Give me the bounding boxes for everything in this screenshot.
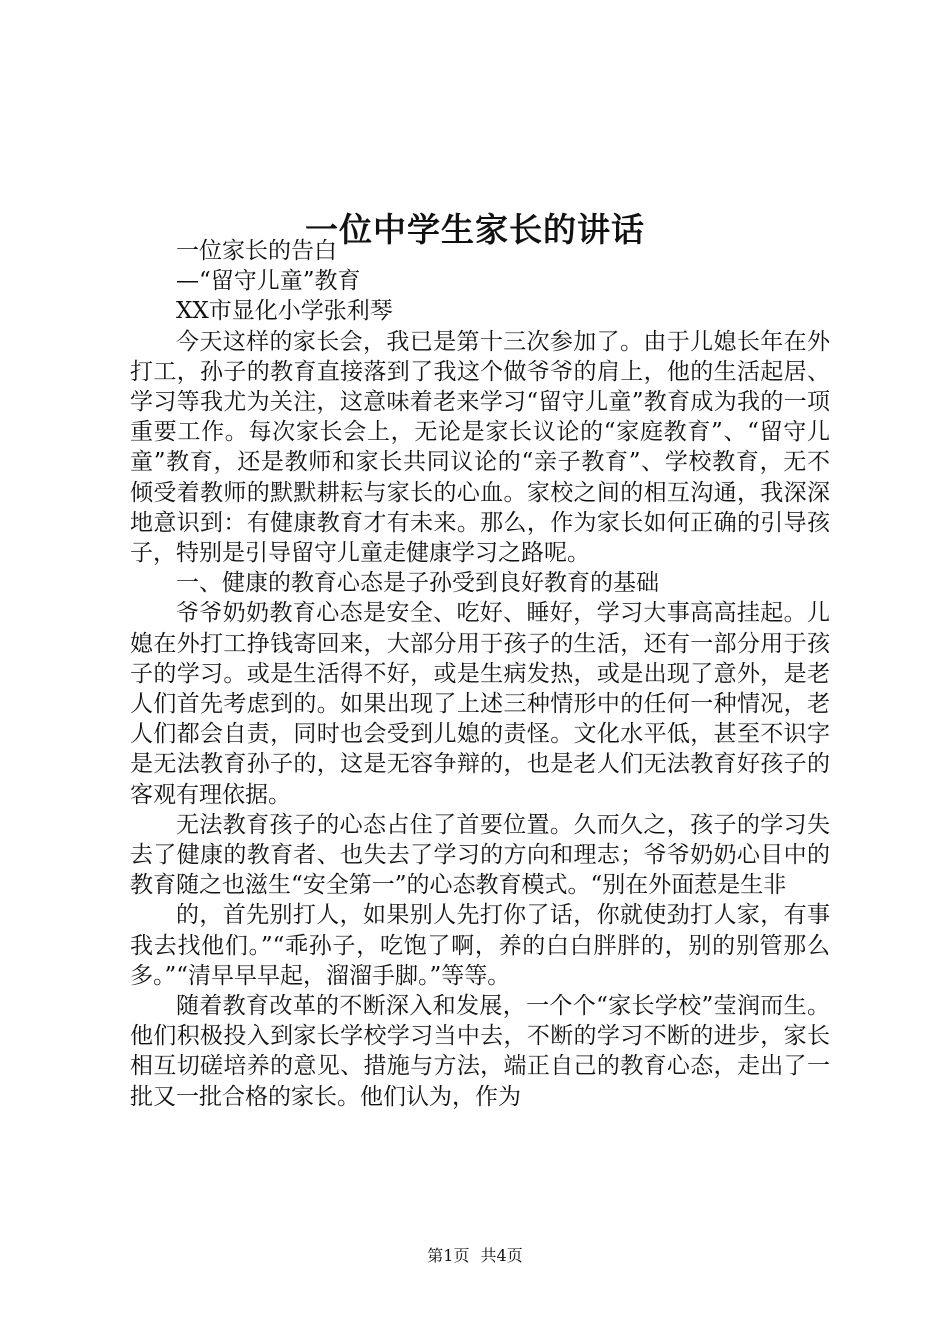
paragraph-body: 无法教育孩子的心态占住了首要位置。久而久之，孩子的学习失去了健康的教育者、也失去了学习的方向和理志；爷爷奶奶心目中的教育随之也滋生“安全第一”的心态教育模式。“别在外面惹是生非: [130, 811, 830, 899]
page-footer: [0, 1245, 950, 1267]
paragraph-body: 随着教育改革的不断深入和发展，一个个“家长学校”莹润而生。他们积极投入到家长学校学习当中去，不断的学习不断的进步，家长相互切磋培养的意见、措施与方法，端正自己的教育心态，走出了一批又一批合格的家长。他们认为，作为: [130, 993, 830, 1110]
paragraph-body: 的，首先别打人，如果别人先打你了话，你就使劲打人家，有事我去找他们。”“乖孙子，吃饱了啊，养的白白胖胖的，别的别管那么多。”“清早早早起，溜溜手脚。”等等。: [130, 902, 830, 989]
paragraph-intro: 今天这样的家长会，我已是第十三次参加了。由于儿媳长年在外打工，孙子的教育直接落到了我这个做爷爷的肩上，他的生活起居、学习等我尤为关注，这意味着老来学习“留守儿童”教育成为我的一项重要工作。每次家长会上，无论是家长议论的“家庭教育”、“留守儿童”教育，还是教师和家长共同议论的“亲子教育”、学校教育，无不倾受着教师的默默耕耘与家长的心血。家校之间的相互沟通，我深深地意识到：有健康教育才有未来。那么，作为家长如何正确的引导孩子，特别是引导留守儿童走健康学习之路呢。: [130, 328, 830, 567]
paragraph-subtitle: 一位家长的告白: [176, 238, 337, 264]
paragraph-body: 爷爷奶奶教育心态是安全、吃好、睡好，学习大事高高挂起。儿媳在外打工挣钱寄回来，大部分用于孩子的生活，还有一部分用于孩子的学习。或是生活得不好，或是生病发热，或是出现了意外，是老人们首先考虑到的。如果出现了上述三种情形中的任何一种情况，老人们都会自责，同时也会受到儿媳的责怪。文化水平低，甚至不识字是无法教育孙子的，这是无容争辩的，也是老人们无法教育好孩子的客观有理依据。: [130, 600, 830, 808]
document-title: 一位中学生家长的讲话: [305, 210, 645, 250]
page-total: 共4页: [480, 1246, 523, 1265]
page-number: 第1页: [427, 1246, 470, 1265]
paragraph-author: XX市显化小学张利琴: [176, 298, 393, 325]
document-body: [130, 236, 830, 1112]
section-heading-1: 一、健康的教育心态是子孙受到良好教育的基础: [176, 570, 659, 597]
paragraph-topic: —“留守儿童”教育: [176, 268, 361, 295]
